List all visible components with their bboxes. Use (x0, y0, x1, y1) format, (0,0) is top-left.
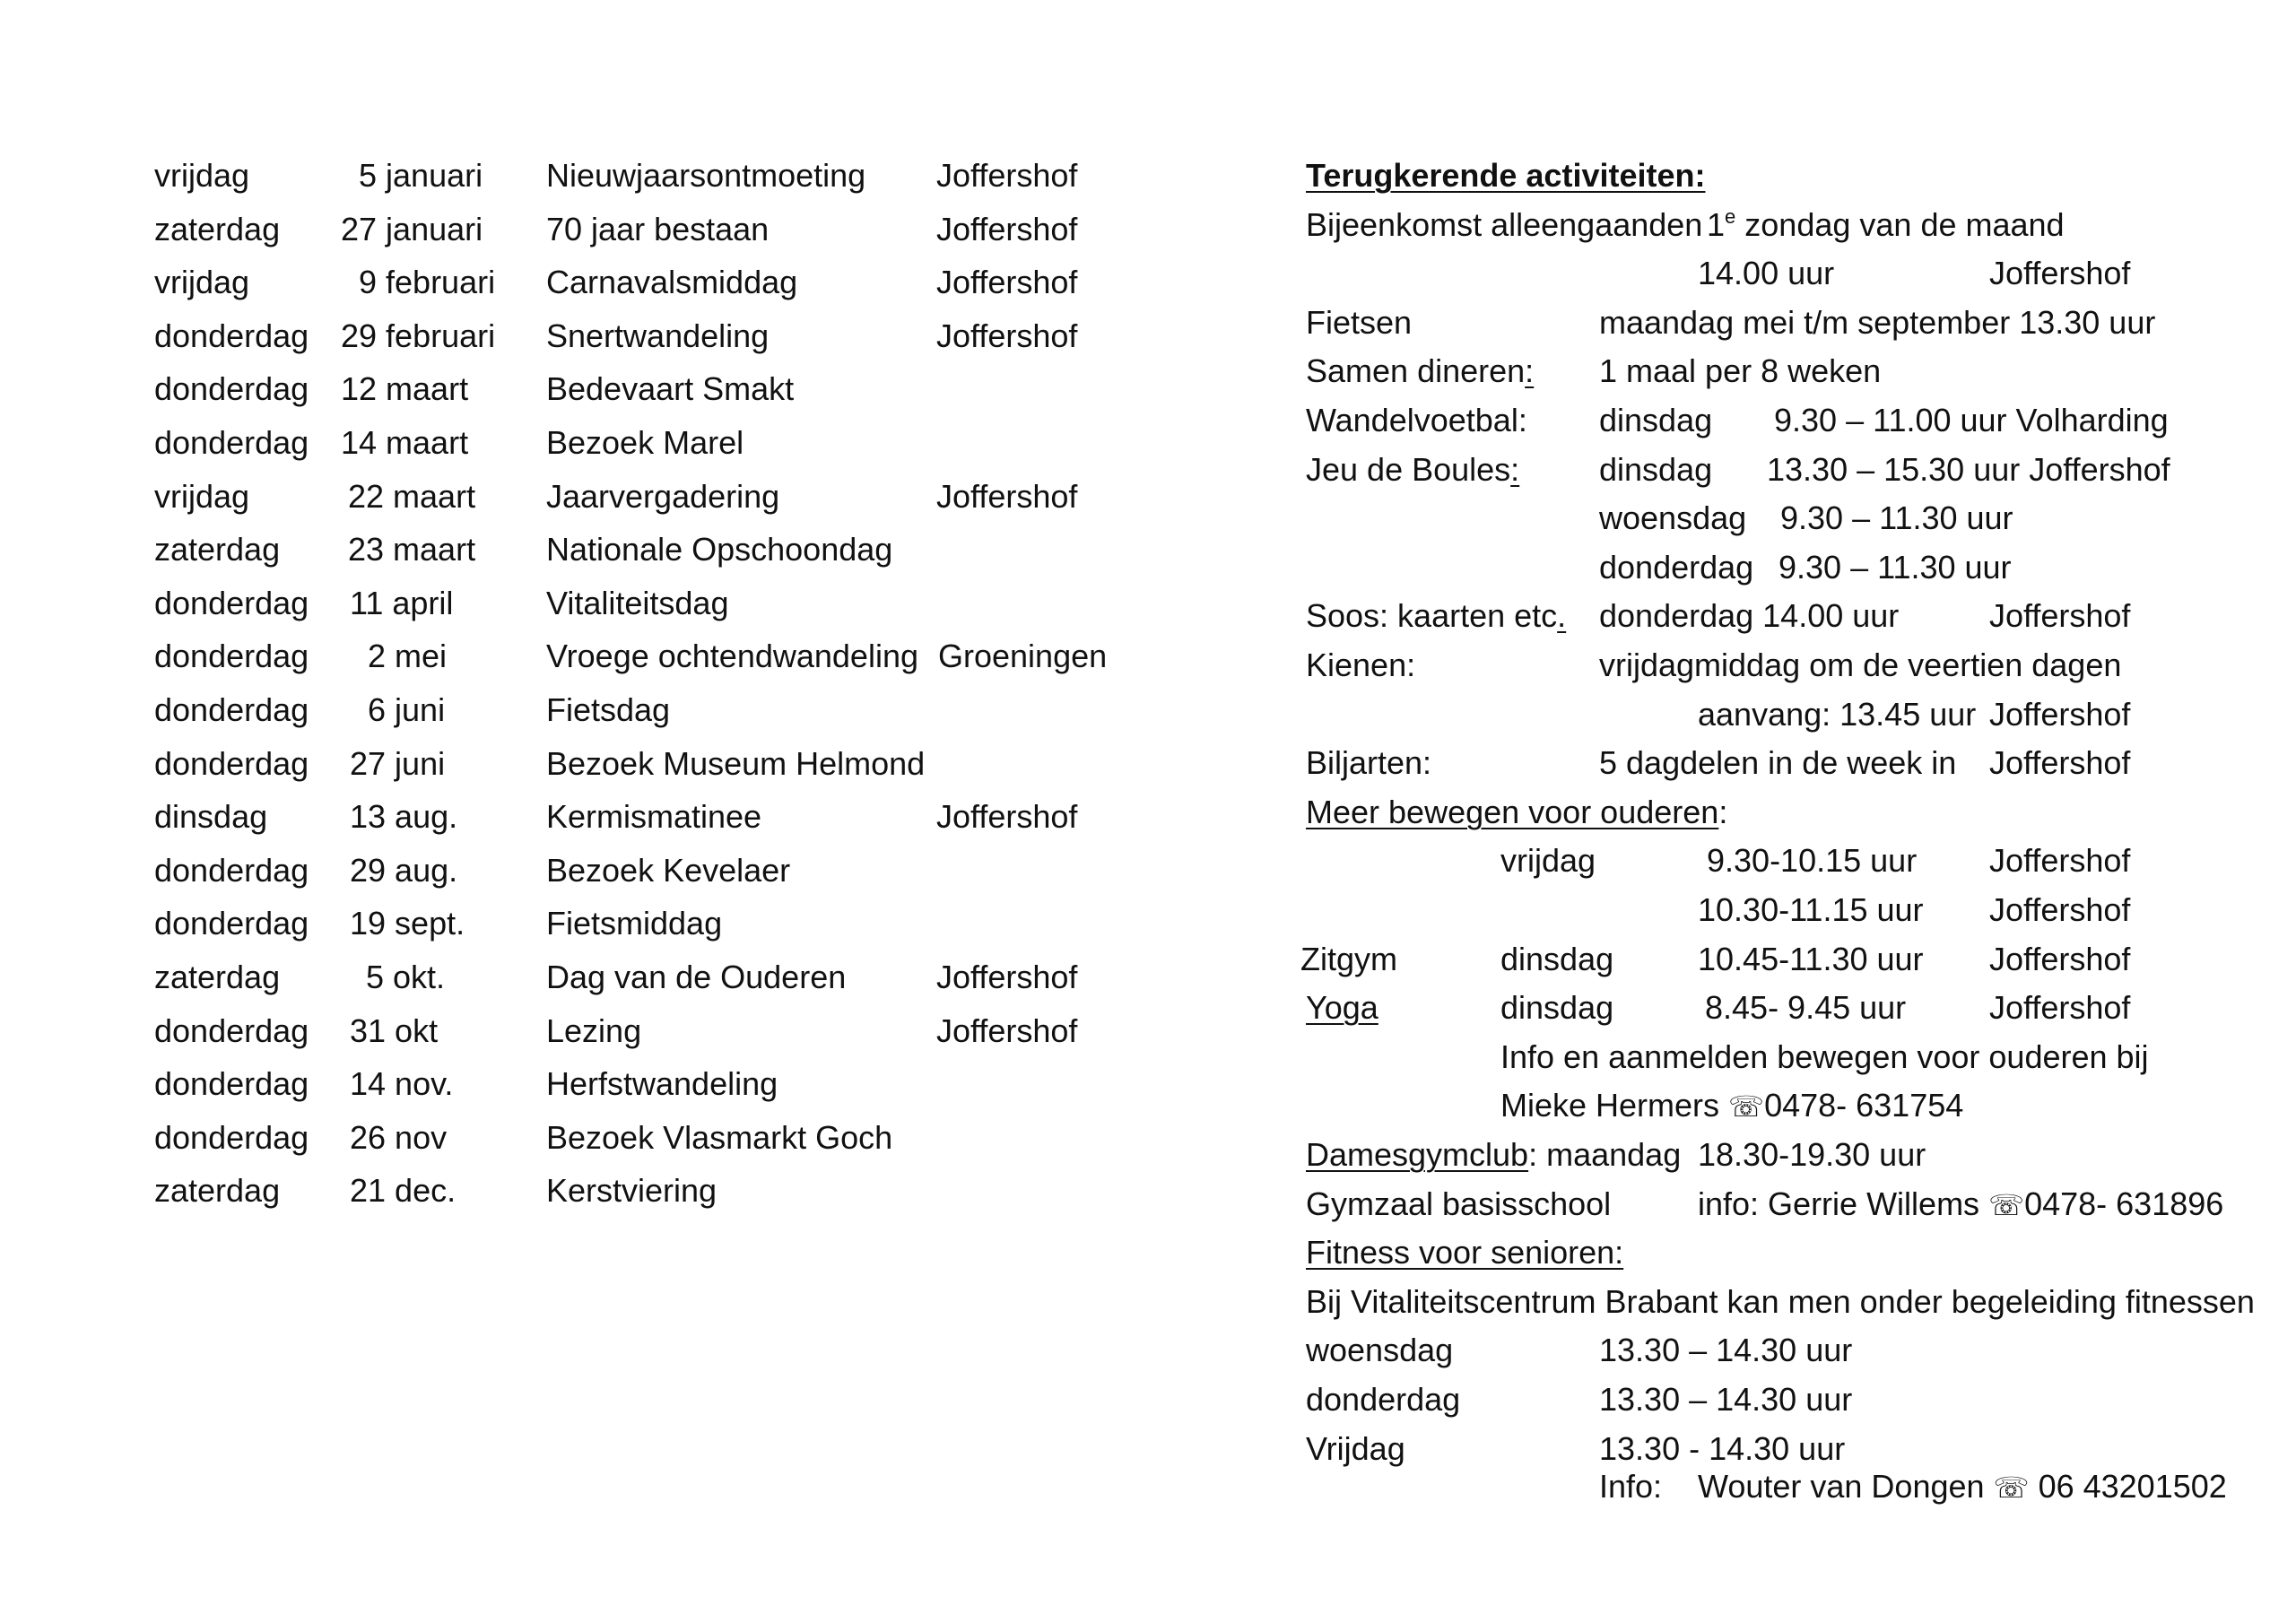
jeu-time-3: 9.30 – 11.30 uur (1779, 549, 2012, 586)
wandelvoetbal-label: Wandelvoetbal: (1306, 402, 1527, 438)
event-date: 14 nov. (350, 1065, 454, 1102)
event-day: donderdag (154, 585, 309, 621)
event-day: zaterdag (154, 959, 281, 995)
event-day: vrijdag (154, 157, 250, 194)
biljarten-location: Joffershof (1989, 744, 2131, 781)
fitness-contact: Wouter van Dongen ☏ 06 43201502 (1698, 1468, 2227, 1505)
biljarten-label: Biljarten: (1306, 744, 1432, 781)
event-day: donderdag (154, 638, 309, 674)
dineren-label: Samen dineren: (1306, 352, 1535, 389)
fitness-description: Bij Vitaliteitscentrum Brabant kan men onder begeleiding fitnessen (1306, 1283, 2255, 1320)
fitness-info-label: Info: (1599, 1468, 1663, 1505)
event-date: 29 aug. (350, 852, 458, 889)
event-day: donderdag (154, 905, 309, 942)
event-date: 6 juni (368, 691, 446, 728)
event-name: Fietsdag (546, 691, 671, 728)
bewegen-contact: Mieke Hermers ☏0478- 631754 (1500, 1087, 1964, 1124)
meer-bewegen-time-1: 9.30-10.15 uur (1707, 842, 1918, 879)
fitness-day-1: woensdag (1306, 1332, 1454, 1368)
event-date: 21 dec. (350, 1172, 457, 1209)
kienen-start: aanvang: 13.45 uur (1698, 696, 1977, 733)
soos-label: Soos: kaarten etc. (1306, 597, 1567, 634)
wandelvoetbal-day: dinsdag (1599, 402, 1713, 438)
event-date: 27 januari (341, 211, 483, 247)
event-day: donderdag (154, 852, 309, 889)
meer-bewegen-day: vrijdag (1500, 842, 1596, 879)
event-name: Nationale Opschoondag (546, 531, 893, 568)
recurring-heading: Terugkerende activiteiten: (1306, 157, 1706, 194)
event-day: dinsdag (154, 798, 268, 835)
meer-bewegen-location-2: Joffershof (1989, 891, 2131, 928)
jeu-time-1: 13.30 – 15.30 uur Joffershof (1767, 451, 2170, 488)
phone-icon: ☏ (1988, 1188, 2025, 1222)
fietsen-schedule: maandag mei t/m september 13.30 uur (1599, 304, 2156, 341)
event-name: Herfstwandeling (546, 1065, 778, 1102)
alleengaanden-location: Joffershof (1989, 255, 2131, 291)
event-day: donderdag (154, 691, 309, 728)
event-location: Joffershof (936, 157, 1078, 194)
damesgymclub-label: Damesgymclub: maandag (1306, 1136, 1682, 1173)
yoga-location: Joffershof (1989, 989, 2131, 1026)
event-date: 19 sept. (350, 905, 465, 942)
event-location: Groeningen (938, 638, 1108, 674)
yoga-time: 8.45- 9.45 uur (1705, 989, 1907, 1026)
event-day: donderdag (154, 1065, 309, 1102)
event-name: Bezoek Museum Helmond (546, 745, 926, 782)
event-name: Vroege ochtendwandeling (546, 638, 918, 674)
event-location: Joffershof (936, 211, 1078, 247)
gymzaal-label: Gymzaal basisschool (1306, 1185, 1612, 1222)
damesgymclub-time: 18.30-19.30 uur (1698, 1136, 1926, 1173)
kienen-location: Joffershof (1989, 696, 2131, 733)
event-name: Kerstviering (546, 1172, 718, 1209)
jeu-day-2: woensdag (1599, 499, 1747, 536)
meer-bewegen-location-1: Joffershof (1989, 842, 2131, 879)
alleengaanden-schedule: 1e zondag van de maand (1707, 205, 2065, 243)
fitness-day-3: Vrijdag (1306, 1430, 1405, 1467)
soos-location: Joffershof (1989, 597, 2131, 634)
event-name: 70 jaar bestaan (546, 211, 770, 247)
meer-bewegen-time-2: 10.30-11.15 uur (1698, 891, 1924, 928)
event-date: 11 april (350, 585, 454, 621)
event-day: donderdag (154, 370, 309, 407)
event-name: Dag van de Ouderen (546, 959, 847, 995)
zitgym-day: dinsdag (1500, 941, 1614, 977)
event-date: 12 maart (341, 370, 469, 407)
fitness-time-1: 13.30 – 14.30 uur (1599, 1332, 1853, 1368)
jeu-day-3: donderdag (1599, 549, 1754, 586)
event-name: Bezoek Marel (546, 424, 744, 461)
soos-schedule: donderdag 14.00 uur (1599, 597, 1900, 634)
event-day: donderdag (154, 424, 309, 461)
dineren-schedule: 1 maal per 8 weken (1599, 352, 1882, 389)
phone-icon: ☏ (1993, 1471, 2030, 1505)
zitgym-location: Joffershof (1989, 941, 2131, 977)
fitness-day-2: donderdag (1306, 1381, 1461, 1418)
event-date: 2 mei (368, 638, 448, 674)
event-name: Kermismatinee (546, 798, 762, 835)
biljarten-schedule: 5 dagdelen in de week in (1599, 744, 1957, 781)
phone-icon: ☏ (1728, 1089, 1765, 1124)
event-day: donderdag (154, 745, 309, 782)
event-name: Nieuwjaarsontmoeting (546, 157, 866, 194)
fietsen-label: Fietsen (1306, 304, 1413, 341)
bewegen-info-line: Info en aanmelden bewegen voor ouderen bij (1500, 1038, 2149, 1075)
event-date: 31 okt (350, 1012, 439, 1049)
event-location: Joffershof (936, 1012, 1078, 1049)
alleengaanden-label: Bijeenkomst alleengaanden (1306, 206, 1703, 243)
event-date: 23 maart (348, 531, 476, 568)
event-location: Joffershof (936, 959, 1078, 995)
gymzaal-contact: info: Gerrie Willems ☏0478- 631896 (1698, 1185, 2224, 1222)
jeu-time-2: 9.30 – 11.30 uur (1780, 499, 2013, 536)
event-day: donderdag (154, 1119, 309, 1156)
event-location: Joffershof (936, 478, 1078, 515)
meer-bewegen-label: Meer bewegen voor ouderen: (1306, 794, 1728, 830)
event-date: 5 okt. (366, 959, 446, 995)
event-location: Joffershof (936, 798, 1078, 835)
yoga-day: dinsdag (1500, 989, 1614, 1026)
event-day: vrijdag (154, 478, 250, 515)
event-day: zaterdag (154, 211, 281, 247)
fitness-time-2: 13.30 – 14.30 uur (1599, 1381, 1853, 1418)
fitness-time-3: 13.30 - 14.30 uur (1599, 1430, 1846, 1467)
event-date: 26 nov (350, 1119, 448, 1156)
jeu-de-boules-label: Jeu de Boules: (1306, 451, 1520, 488)
alleengaanden-time: 14.00 uur (1698, 255, 1835, 291)
event-date: 14 maart (341, 424, 469, 461)
yoga-label: Yoga (1306, 989, 1378, 1026)
event-location: Joffershof (936, 264, 1078, 300)
kienen-label: Kienen: (1306, 647, 1416, 683)
event-name: Jaarvergadering (546, 478, 780, 515)
event-day: donderdag (154, 317, 309, 354)
event-name: Fietsmiddag (546, 905, 723, 942)
event-date: 27 juni (350, 745, 446, 782)
event-date: 13 aug. (350, 798, 458, 835)
event-name: Bezoek Vlasmarkt Goch (546, 1119, 893, 1156)
event-date: 22 maart (348, 478, 476, 515)
kienen-schedule: vrijdagmiddag om de veertien dagen (1599, 647, 2122, 683)
event-location: Joffershof (936, 317, 1078, 354)
event-name: Carnavalsmiddag (546, 264, 798, 300)
event-name: Lezing (546, 1012, 642, 1049)
event-day: vrijdag (154, 264, 250, 300)
event-name: Bedevaart Smakt (546, 370, 795, 407)
event-date: 29 februari (341, 317, 496, 354)
jeu-day-1: dinsdag (1599, 451, 1713, 488)
event-date: 5 januari (359, 157, 483, 194)
zitgym-label: Zitgym (1300, 941, 1397, 977)
event-day: donderdag (154, 1012, 309, 1049)
event-day: zaterdag (154, 1172, 281, 1209)
event-name: Vitaliteitsdag (546, 585, 729, 621)
zitgym-time: 10.45-11.30 uur (1698, 941, 1924, 977)
event-name: Snertwandeling (546, 317, 770, 354)
fitness-label: Fitness voor senioren: (1306, 1234, 1624, 1271)
event-day: zaterdag (154, 531, 281, 568)
wandelvoetbal-time: 9.30 – 11.00 uur Volharding (1774, 402, 2169, 438)
event-name: Bezoek Kevelaer (546, 852, 791, 889)
event-date: 9 februari (359, 264, 496, 300)
